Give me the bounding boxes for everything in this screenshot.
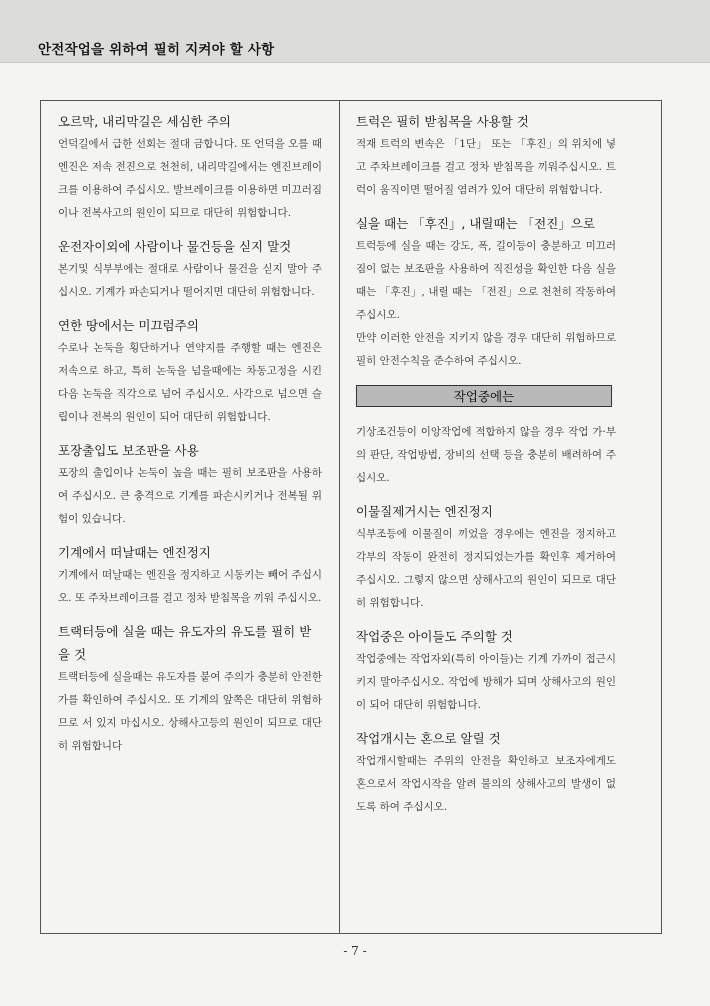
section-title: 운전자이외에 사람이나 물건등을 싣지 말것 [58, 239, 292, 254]
right-column [356, 110, 616, 819]
page-number: - 7 - [343, 944, 367, 958]
section-title: 연한 땅에서는 미끄럼주의 [58, 318, 199, 333]
section-body: 식부조등에 이물질이 끼었을 경우에는 엔진을 정지하고 각부의 작동이 완전히 정지되었는가를 확인후 제거하여 주십시오. 그렇지 않으면 상해사고의 원인이 되므로 대단히 위험합니다. [356, 528, 616, 609]
page-header-title: 안전작업을 위하여 필히 지켜야 할 사항 [38, 42, 275, 58]
section-title: 이물질제거시는 엔진정지 [356, 504, 493, 519]
section-load-reverse-unload-forward [356, 212, 616, 327]
section-weather-conditions [356, 421, 616, 490]
section-title: 트럭은 필히 받침목을 사용할 것 [356, 114, 529, 129]
section-safety-notice [356, 327, 616, 373]
section-body: 작업개시할때는 주위의 안전을 확인하고 보조자에게도 혼으로서 작업시작을 알려 불의의 상해사고의 발생이 없도록 하여 주십시오. [356, 755, 616, 813]
section-field-entry-board [58, 439, 322, 531]
section-body: 작업중에는 작업자외(특히 아이들)는 기계 가까이 접근시키지 말아주십시오. 작업에 방해가 되며 상해사고의 원인이 되어 대단히 위험합니다. [356, 653, 616, 711]
section-title: 트랙터등에 실을 때는 유도자의 유도를 필히 받을 것 [58, 624, 312, 662]
column-divider [339, 100, 340, 934]
section-engine-stop-leaving [58, 541, 322, 610]
section-body: 만약 이러한 안전을 지키지 않을 경우 대단히 위험하므로 필히 안전수칙을 준수하여 주십시오. [356, 332, 616, 367]
section-loading-guide [58, 620, 322, 758]
section-horn-start [356, 727, 616, 819]
section-body: 트랙터등에 실을때는 유도자를 붙여 주의가 충분히 안전한가를 확인하여 주십시오. 또 기계의 앞쪽은 대단히 위험하므로 서 있지 마십시오. 상해사고등의 원인이 되므로 대단히 위험합니다 [58, 671, 322, 752]
section-title: 실을 때는 「후진」, 내릴때는 「전진」으로 [356, 216, 595, 231]
section-soft-ground [58, 314, 322, 429]
section-body: 적재 트럭의 변속은 「1단」 또는 「후진」의 위치에 넣고 주차브레이크를 걸고 정차 받침목을 끼워주십시오. 트럭이 움직이면 떨어질 염려가 있어 대단히 위험합니다. [356, 138, 616, 196]
section-body: 포장의 출입이나 논둑이 높을 때는 필히 보조판을 사용하여 주십시오. 큰 충격으로 기계를 파손시키거나 전복될 위험이 있습니다. [58, 467, 322, 525]
section-body: 기계에서 떠날때는 엔진을 정지하고 시동키는 빼어 주십시오. 또 주차브레이크를 걸고 정차 받침목을 끼워 주십시오. [58, 569, 322, 604]
section-title: 오르막, 내리막길은 세심한 주의 [58, 114, 231, 129]
section-title: 작업중은 아이들도 주의할 것 [356, 629, 513, 644]
section-title: 기계에서 떠날때는 엔진정지 [58, 545, 211, 560]
section-truck-chock [356, 110, 616, 202]
section-body: 수로나 논둑을 횡단하거나 연약지를 주행할 때는 엔진은 저속으로 하고, 특히 논둑을 넘을때에는 차동고정을 시킨 다음 논둑을 직각으로 넘어 주십시오. 사각으로 넘으면 슬립이나 전복의 원인이 되어 대단히 위험합니다. [58, 342, 322, 423]
section-body: 본기및 식부부에는 절대로 사람이나 물건을 싣지 말아 주십시오. 기계가 파손되거나 떨어지면 대단히 위험합니다. [58, 263, 322, 298]
left-column [58, 110, 322, 758]
section-body: 언덕길에서 급한 선회는 절대 금합니다. 또 언덕을 오를 때 엔진은 저속 전진으로 천천히, 내리막길에서는 엔진브레이크를 이용하여 주십시오. 발브레이크를 이용하면 미끄러짐이나 전복사고의 원인이 되므로 대단히 위험합니다. [58, 138, 322, 219]
section-title: 작업개시는 혼으로 알릴 것 [356, 731, 501, 746]
during-work-banner: 작업중에는 [356, 385, 612, 407]
section-no-passengers [58, 235, 322, 304]
section-title: 포장출입도 보조판을 사용 [58, 443, 199, 458]
section-children-caution [356, 625, 616, 717]
section-body: 트럭등에 실을 때는 강도, 폭, 길이등이 충분하고 미끄러짐이 없는 보조판을 사용하여 직진성을 확인한 다음 실을 때는 「후진」, 내릴 때는 「전진」으로 천천히 작동하여 주십시오. [356, 240, 616, 321]
header-band [0, 0, 710, 63]
section-body: 기상조건등이 이앙작업에 적합하지 않을 경우 작업 가·부의 판단, 작업방법, 장비의 선택 등을 충분히 배려하여 주십시오. [356, 426, 616, 484]
section-debris-removal [356, 500, 616, 615]
section-uphill-downhill [58, 110, 322, 225]
